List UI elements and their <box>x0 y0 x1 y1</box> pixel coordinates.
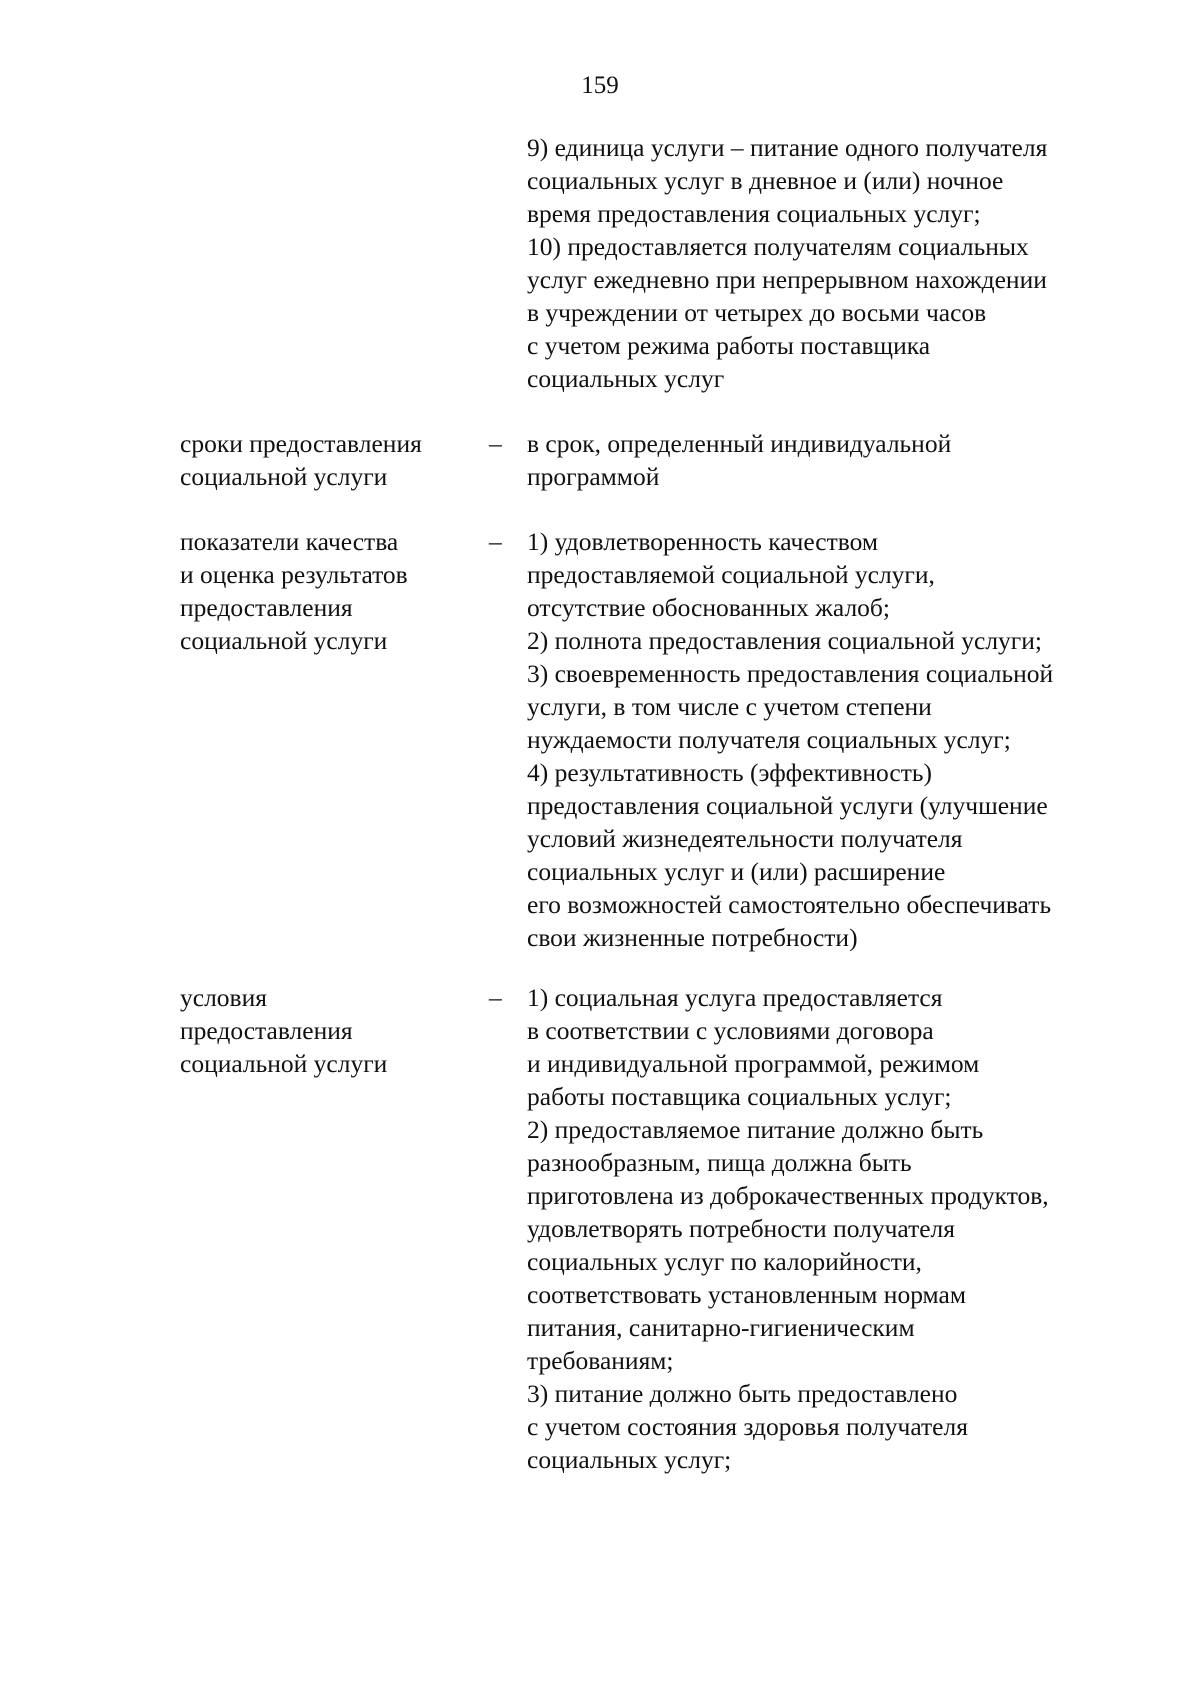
label-line: социальной услуги <box>180 1049 388 1078</box>
text-line: условий жизнедеятельности получателя <box>527 824 963 853</box>
text-line: 1) социальная услуга предоставляется <box>527 983 943 1012</box>
continuation-text <box>527 131 1137 395</box>
text-line: разнообразным, пища должна быть <box>527 1148 912 1177</box>
text-line: предоставляемой социальной услуги, <box>527 560 935 589</box>
row-dash <box>489 981 519 1014</box>
label-line: социальной услуги <box>180 626 388 655</box>
row-value-quality <box>527 525 1137 954</box>
dash: – <box>489 983 502 1012</box>
text-line: предоставления социальной услуги (улучшение <box>527 791 1048 820</box>
text-line: его возможностей самостоятельно обеспечивать <box>527 890 1052 919</box>
text-line: нуждаемости получателя социальных услуг; <box>527 725 1011 754</box>
text-line: с учетом состояния здоровья получателя <box>527 1412 968 1441</box>
text-line: питания, санитарно-гигиеническим <box>527 1313 915 1342</box>
text-line: 2) полнота предоставления социальной услуги; <box>527 626 1042 655</box>
text-line: в соответствии с условиями договора <box>527 1016 934 1045</box>
row-dash <box>489 525 519 558</box>
row-label-terms <box>180 427 480 493</box>
text-line: с учетом режима работы поставщика <box>527 331 931 360</box>
text-line: удовлетворять потребности получателя <box>527 1214 956 1243</box>
text-line: социальных услуг по калорийности, <box>527 1247 922 1276</box>
text-line: время предоставления социальных услуг; <box>527 199 981 228</box>
dash: – <box>489 527 502 556</box>
text-line: 4) результативность (эффективность) <box>527 758 932 787</box>
row-value-conditions <box>527 981 1137 1476</box>
text-line: программой <box>527 462 660 491</box>
label-line: условия <box>180 983 267 1012</box>
text-line: 3) своевременность предоставления социальной <box>527 659 1054 688</box>
dash: – <box>489 429 502 458</box>
text-line: услуг ежедневно при непрерывном нахождении <box>527 265 1047 294</box>
text-line: отсутствие обоснованных жалоб; <box>527 593 890 622</box>
label-line: и оценка результатов <box>180 560 408 589</box>
row-label-quality <box>180 525 480 657</box>
text-line: приготовлена из доброкачественных продуктов, <box>527 1181 1049 1210</box>
label-line: предоставления <box>180 1016 353 1045</box>
text-line: социальных услуг <box>527 364 725 393</box>
label-line: социальной услуги <box>180 462 388 491</box>
text-line: 1) удовлетворенность качеством <box>527 527 879 556</box>
text-line: работы поставщика социальных услуг; <box>527 1082 952 1111</box>
text-line: 3) питание должно быть предоставлено <box>527 1379 958 1408</box>
text-line: социальных услуг; <box>527 1445 732 1474</box>
page-number: 159 <box>581 72 619 99</box>
text-line: в учреждении от четырех до восьми часов <box>527 298 987 327</box>
text-line: услуги, в том числе с учетом степени <box>527 692 932 721</box>
text-line: свои жизненные потребности) <box>527 923 858 952</box>
text-line: 10) предоставляется получателям социальных <box>527 232 1029 261</box>
text-line: и индивидуальной программой, режимом <box>527 1049 980 1078</box>
text-line: социальных услуг и (или) расширение <box>527 857 946 886</box>
row-value-terms <box>527 427 1137 493</box>
text-line: в срок, определенный индивидуальной <box>527 429 952 458</box>
text-line: соответствовать установленным нормам <box>527 1280 966 1309</box>
text-line: требованиям; <box>527 1346 674 1375</box>
text-line: 2) предоставляемое питание должно быть <box>527 1115 984 1144</box>
label-line: предоставления <box>180 593 353 622</box>
label-line: показатели качества <box>180 527 399 556</box>
text-line: 9) единица услуги – питание одного получателя <box>527 133 1048 162</box>
text-line: социальных услуг в дневное и (или) ночное <box>527 166 1004 195</box>
row-dash <box>489 427 519 460</box>
label-line: сроки предоставления <box>180 429 422 458</box>
row-label-conditions <box>180 981 480 1080</box>
